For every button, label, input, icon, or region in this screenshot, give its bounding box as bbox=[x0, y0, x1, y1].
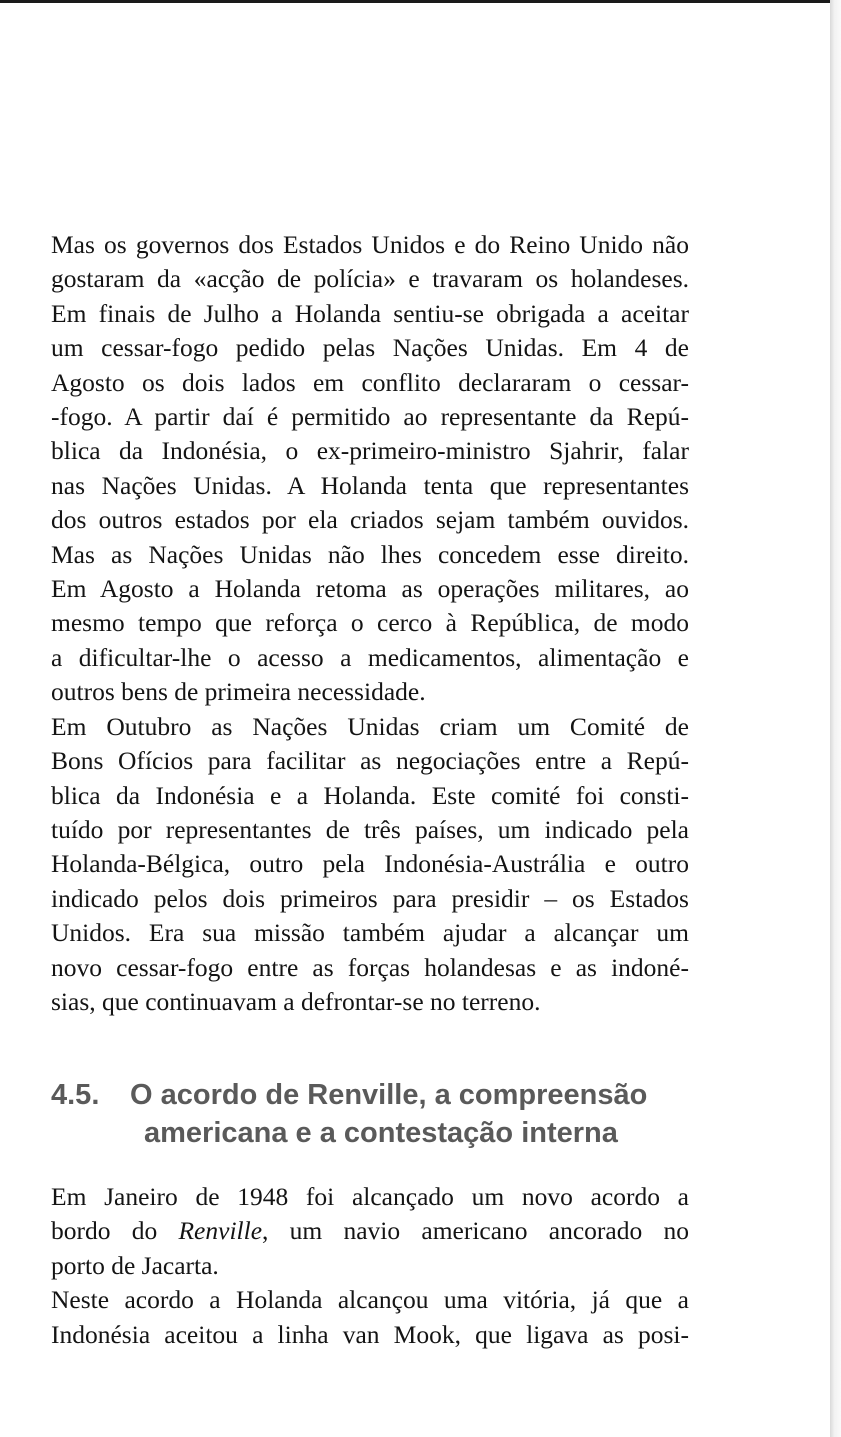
text-line: Bons Ofícios para facilitar as negociações entre a Repú- bbox=[51, 746, 689, 776]
paragraph-2 bbox=[51, 710, 689, 1020]
text-line: a dificultar-lhe o acesso a medicamentos, alimentação e bbox=[51, 642, 689, 672]
text-line: nas Nações Unidas. A Holanda tenta que representantes bbox=[51, 470, 689, 500]
ship-name: Renville bbox=[178, 1216, 263, 1246]
text-line: novo cessar-fogo entre as forças holandesas e as indoné- bbox=[51, 952, 689, 982]
text-line: Em Outubro as Nações Unidas criam um Comité de bbox=[51, 711, 689, 741]
page-right-edge bbox=[830, 0, 841, 1437]
text-line: Neste acordo a Holanda alcançou uma vitória, já que a bbox=[51, 1285, 689, 1315]
section-body bbox=[51, 1180, 689, 1352]
text-line: dos outros estados por ela criados sejam também ouvidos. bbox=[51, 505, 689, 535]
text-line: tuído por representantes de três países, um indicado pela bbox=[51, 814, 689, 844]
section-title-line-2: americana e a contestação interna bbox=[144, 1117, 618, 1149]
paragraph-3 bbox=[51, 1180, 689, 1283]
text-line: Em finais de Julho a Holanda sentiu-se obrigada a aceitar bbox=[51, 298, 689, 328]
page-top-edge bbox=[0, 0, 830, 3]
text-line: Mas os governos dos Estados Unidos e do Reino Unido não bbox=[51, 230, 689, 259]
text-line: Em Agosto a Holanda retoma as operações militares, ao bbox=[51, 574, 689, 604]
text-fragment: bordo do bbox=[51, 1216, 179, 1246]
text-line bbox=[51, 1214, 689, 1248]
section-heading bbox=[51, 1076, 691, 1152]
text-line: Mas as Nações Unidas não lhes concedem esse direito. bbox=[51, 539, 689, 569]
text-line: Unidos. Era sua missão também ajudar a alcançar um bbox=[51, 918, 689, 948]
text-line: -fogo. A partir daí é permitido ao representante da Repú- bbox=[51, 402, 689, 432]
text-line: sias, que continuavam a defrontar-se no terreno. bbox=[51, 986, 541, 1016]
paragraph-1 bbox=[51, 228, 689, 710]
text-line: porto de Jacarta. bbox=[51, 1250, 219, 1280]
text-line: Agosto os dois lados em conflito declararam o cessar- bbox=[51, 367, 689, 397]
text-line: um cessar-fogo pedido pelas Nações Unidas. Em 4 de bbox=[51, 333, 689, 363]
text-line: blica da Indonésia e a Holanda. Este comité foi consti- bbox=[51, 780, 689, 810]
text-line: blica da Indonésia, o ex-primeiro-ministro Sjahrir, falar bbox=[51, 436, 689, 466]
section-number: 4.5. bbox=[51, 1079, 100, 1111]
paragraph-4 bbox=[51, 1283, 689, 1352]
section-title-line-1: O acordo de Renville, a compreensão bbox=[130, 1079, 648, 1111]
text-line: indicado pelos dois primeiros para presidir – os Estados bbox=[51, 883, 689, 913]
text-line: Em Janeiro de 1948 foi alcançado um novo acordo a bbox=[51, 1182, 689, 1211]
text-line: outros bens de primeira necessidade. bbox=[51, 677, 426, 707]
text-line: mesmo tempo que reforça o cerco à República, de modo bbox=[51, 608, 689, 638]
text-fragment: , um navio americano ancorado no bbox=[262, 1216, 689, 1246]
text-line: gostaram da «acção de polícia» e travaram os holandeses. bbox=[51, 264, 689, 294]
text-line: Indonésia aceitou a linha van Mook, que ligava as posi- bbox=[51, 1319, 689, 1349]
page-body bbox=[51, 228, 689, 1019]
text-line: Holanda-Bélgica, outro pela Indonésia-Austrália e outro bbox=[51, 849, 689, 879]
